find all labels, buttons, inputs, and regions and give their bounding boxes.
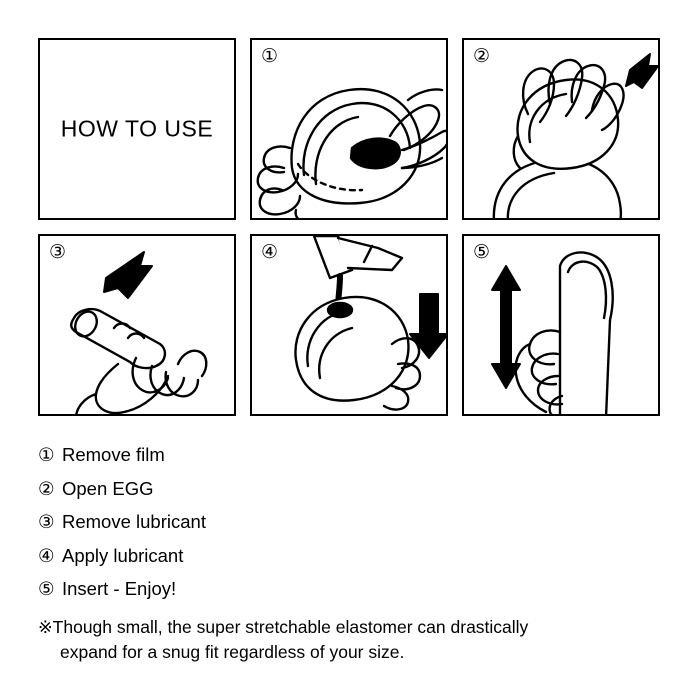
- footnote: [38, 615, 662, 666]
- legend-label-2: Open EGG: [62, 477, 154, 499]
- legend-number-4: ④: [38, 544, 55, 566]
- legend-label-4: Apply lubricant: [62, 544, 184, 566]
- step-1-number: ①: [261, 46, 279, 67]
- legend-label-3: Remove lubricant: [62, 511, 206, 532]
- step-5-number: ⑤: [473, 242, 491, 263]
- step-4-panel: [250, 234, 448, 416]
- legend-label-5: Insert - Enjoy!: [62, 578, 177, 599]
- step-1-illustration: [252, 40, 448, 220]
- legend-number-5: ⑤: [38, 578, 55, 599]
- footnote-line-2: expand for a snug fit regardless of your size.: [60, 641, 405, 662]
- title-panel: [38, 38, 236, 220]
- legend-item-2: [38, 477, 662, 499]
- panel-grid: [38, 38, 662, 416]
- step-2-panel: [462, 38, 660, 220]
- legend: [38, 446, 662, 665]
- step-4-illustration: [252, 236, 448, 416]
- step-1-panel: [250, 38, 448, 220]
- legend-item-4: [38, 544, 662, 566]
- step-5-illustration: [464, 236, 660, 416]
- step-2-number: ②: [473, 46, 491, 67]
- legend-item-5: [38, 580, 662, 599]
- page-title: HOW TO USE: [60, 115, 214, 142]
- legend-number-1: ①: [38, 444, 55, 465]
- footnote-line-1: ※Though small, the super stretchable elastomer can drastically: [38, 616, 529, 637]
- step-3-number: ③: [49, 242, 67, 263]
- step-2-illustration: [464, 40, 660, 220]
- legend-item-1: [38, 446, 662, 465]
- step-4-number: ④: [261, 242, 279, 263]
- legend-number-3: ③: [38, 511, 55, 532]
- legend-label-1: Remove film: [62, 444, 165, 465]
- step-3-illustration: [40, 236, 236, 416]
- legend-item-3: [38, 513, 662, 532]
- legend-number-2: ②: [38, 477, 55, 499]
- step-3-panel: [38, 234, 236, 416]
- step-5-panel: [462, 234, 660, 416]
